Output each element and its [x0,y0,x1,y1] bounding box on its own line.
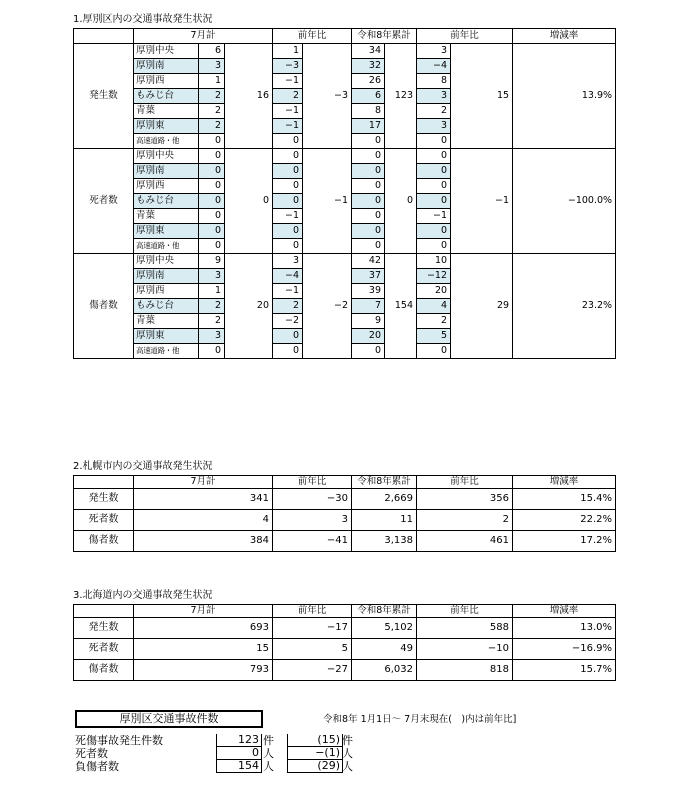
month-value: 0 [199,239,225,254]
table-row [74,660,616,681]
header-cum-diff: 前年比 [417,29,513,44]
cum-value: 32 [352,59,385,74]
cum-value: 8 [352,104,385,119]
diff-value: 0 [273,194,303,209]
cum-value: 11 [352,510,417,531]
row-label: 死者数 [74,510,134,531]
area-name: 厚別南 [134,59,199,74]
table-row [74,489,616,510]
cum-diff-value: 356 [417,489,513,510]
period-note: 令和8年 1月1日～ 7月末現在( )内は前年比] [323,714,517,725]
month-value: 9 [199,254,225,269]
header-month: 7月計 [134,476,273,489]
diff-value: −1 [273,119,303,134]
diff-value: 0 [273,239,303,254]
summary-unit-accidents: 件 [263,734,274,747]
cum-diff-value: 3 [417,44,451,59]
rate-value: 13.9% [513,44,616,149]
cum-diff-value: 0 [417,344,451,359]
cum-diff-value: 0 [417,164,451,179]
cum-diff-value: −10 [417,639,513,660]
area-name: 厚別中央 [134,44,199,59]
month-value: 0 [199,224,225,239]
cum-diff-value: −1 [417,209,451,224]
diff-value: −1 [273,104,303,119]
section3-title: 3.北海道内の交通事故発生状況 [73,590,213,601]
area-name: 厚別西 [134,284,199,299]
area-name: 厚別西 [134,74,199,89]
diff-value: 0 [273,134,303,149]
area-name: 青葉 [134,104,199,119]
diff-value: −1 [273,74,303,89]
sapporo-accident-table [73,475,616,552]
table-row [74,254,616,269]
cum-diff-value: 20 [417,284,451,299]
cum-diff-value: −12 [417,269,451,284]
cum-diff-value: 588 [417,618,513,639]
cum-diff-value: 3 [417,89,451,104]
atsubetsu-accident-table [73,28,616,359]
cum-value: 0 [352,224,385,239]
cum-value: 17 [352,119,385,134]
header-month: 7月計 [134,605,273,618]
summary-label-deaths: 死者数 [75,747,108,760]
month-value: 15 [134,639,273,660]
month-value: 2 [199,89,225,104]
month-value: 3 [199,59,225,74]
diff-value: −27 [273,660,352,681]
area-name: 高速道路・他 [134,344,199,359]
cum-diff-value: 0 [417,179,451,194]
rate-value: 15.4% [513,489,616,510]
cum-value: 0 [352,239,385,254]
header-diff: 前年比 [273,476,352,489]
summary-prev-unit-injured: 人 [342,760,353,773]
cum-value: 0 [352,344,385,359]
cum-value: 2,669 [352,489,417,510]
rate-value: 17.2% [513,531,616,552]
area-name: もみじ台 [134,194,199,209]
cum-value: 7 [352,299,385,314]
month-value: 6 [199,44,225,59]
month-value: 0 [199,209,225,224]
summary-prev-injured: (29) [287,760,343,773]
rate-value: 22.2% [513,510,616,531]
diff-total: −3 [303,44,352,149]
diff-value: −17 [273,618,352,639]
cum-diff-value: 0 [417,134,451,149]
cum-value: 37 [352,269,385,284]
table-row [74,44,616,59]
diff-value: −4 [273,269,303,284]
month-total: 0 [225,149,273,254]
summary-value-injured: 154 [216,760,262,773]
cum-value: 39 [352,284,385,299]
diff-value: 0 [273,224,303,239]
month-value: 0 [199,149,225,164]
diff-value: −1 [273,284,303,299]
table-row [74,149,616,164]
header-rate: 増減率 [513,476,616,489]
cum-diff-value: 461 [417,531,513,552]
cum-value: 49 [352,639,417,660]
cum-diff-value: −4 [417,59,451,74]
summary-box-title: 厚別区交通事故件数 [75,710,263,728]
month-value: 0 [199,134,225,149]
cum-value: 42 [352,254,385,269]
rate-value: 13.0% [513,618,616,639]
table-row [74,639,616,660]
diff-value: 0 [273,329,303,344]
area-name: 厚別南 [134,269,199,284]
cum-diff-value: 818 [417,660,513,681]
area-name: もみじ台 [134,299,199,314]
summary-value-accidents: 123 [216,734,262,747]
header-cum-diff: 前年比 [417,476,513,489]
month-value: 0 [199,194,225,209]
header-cum: 令和8年累計 [352,476,417,489]
diff-value: 1 [273,44,303,59]
header-diff: 前年比 [273,605,352,618]
cum-value: 6 [352,89,385,104]
section1-title: 1.厚別区内の交通事故発生状況 [73,14,213,25]
rate-value: 15.7% [513,660,616,681]
cum-diff-total: −1 [451,149,513,254]
month-value: 3 [199,329,225,344]
section2-title: 2.札幌市内の交通事故発生状況 [73,461,213,472]
diff-total: −1 [303,149,352,254]
month-value: 793 [134,660,273,681]
cum-diff-value: 2 [417,510,513,531]
month-value: 2 [199,119,225,134]
area-name: 青葉 [134,209,199,224]
cum-diff-value: 0 [417,149,451,164]
month-value: 384 [134,531,273,552]
cum-value: 34 [352,44,385,59]
cum-diff-total: 15 [451,44,513,149]
area-name: 厚別東 [134,119,199,134]
header-diff: 前年比 [273,29,352,44]
summary-unit-deaths: 人 [263,747,274,760]
month-value: 0 [199,344,225,359]
month-value: 0 [199,179,225,194]
summary-prev-unit-accidents: 件 [342,734,353,747]
diff-value: 2 [273,89,303,104]
cum-total: 123 [385,44,417,149]
table-row [74,510,616,531]
month-value: 693 [134,618,273,639]
cum-diff-value: 5 [417,329,451,344]
cum-diff-value: 0 [417,239,451,254]
cum-value: 0 [352,149,385,164]
area-name: 高速道路・他 [134,239,199,254]
rate-value: 23.2% [513,254,616,359]
cum-value: 3,138 [352,531,417,552]
row-label: 発生数 [74,489,134,510]
diff-value: 0 [273,344,303,359]
month-value: 1 [199,284,225,299]
group-label: 死者数 [74,149,134,254]
diff-total: −2 [303,254,352,359]
header-cum: 令和8年累計 [352,29,417,44]
cum-value: 6,032 [352,660,417,681]
row-label: 死者数 [74,639,134,660]
diff-value: −3 [273,59,303,74]
rate-value: −100.0% [513,149,616,254]
table-row [74,618,616,639]
diff-value: −2 [273,314,303,329]
month-value: 2 [199,299,225,314]
month-value: 3 [199,269,225,284]
diff-value: −30 [273,489,352,510]
row-label: 発生数 [74,618,134,639]
header-cum-diff: 前年比 [417,605,513,618]
month-value: 1 [199,74,225,89]
area-name: 厚別中央 [134,149,199,164]
cum-diff-total: 29 [451,254,513,359]
summary-unit-injured: 人 [263,760,274,773]
month-value: 0 [199,164,225,179]
area-name: 厚別西 [134,179,199,194]
cum-diff-value: 3 [417,119,451,134]
group-label: 発生数 [74,44,134,149]
header-rate: 増減率 [513,605,616,618]
hokkaido-accident-table [73,604,616,681]
group-label: 傷者数 [74,254,134,359]
month-value: 4 [134,510,273,531]
diff-value: 0 [273,164,303,179]
cum-value: 26 [352,74,385,89]
cum-total: 154 [385,254,417,359]
header-month: 7月計 [134,29,273,44]
row-label: 傷者数 [74,531,134,552]
area-name: 厚別南 [134,164,199,179]
diff-value: 0 [273,179,303,194]
month-value: 2 [199,314,225,329]
diff-value: 0 [273,149,303,164]
diff-value: 2 [273,299,303,314]
cum-value: 5,102 [352,618,417,639]
diff-value: 3 [273,254,303,269]
summary-prev-deaths: −(1) [287,747,343,760]
summary-label-injured: 負傷者数 [75,760,119,773]
cum-diff-value: 8 [417,74,451,89]
month-value: 341 [134,489,273,510]
row-label: 傷者数 [74,660,134,681]
cum-value: 0 [352,134,385,149]
header-cum: 令和8年累計 [352,605,417,618]
area-name: 高速道路・他 [134,134,199,149]
month-total: 20 [225,254,273,359]
cum-diff-value: 2 [417,314,451,329]
summary-prev-unit-deaths: 人 [342,747,353,760]
diff-value: 5 [273,639,352,660]
cum-diff-value: 2 [417,104,451,119]
area-name: もみじ台 [134,89,199,104]
area-name: 青葉 [134,314,199,329]
cum-value: 0 [352,164,385,179]
diff-value: −1 [273,209,303,224]
cum-value: 0 [352,194,385,209]
cum-diff-value: 4 [417,299,451,314]
area-name: 厚別東 [134,329,199,344]
summary-value-deaths: 0 [216,747,262,760]
month-value: 2 [199,104,225,119]
cum-value: 20 [352,329,385,344]
cum-value: 9 [352,314,385,329]
cum-diff-value: 0 [417,194,451,209]
cum-value: 0 [352,179,385,194]
diff-value: −41 [273,531,352,552]
month-total: 16 [225,44,273,149]
summary-prev-accidents: (15) [287,734,343,747]
area-name: 厚別中央 [134,254,199,269]
table-row [74,531,616,552]
cum-total: 0 [385,149,417,254]
diff-value: 3 [273,510,352,531]
summary-label-accidents: 死傷事故発生件数 [75,734,163,747]
cum-diff-value: 0 [417,224,451,239]
area-name: 厚別東 [134,224,199,239]
header-rate: 増減率 [513,29,616,44]
cum-value: 0 [352,209,385,224]
rate-value: −16.9% [513,639,616,660]
cum-diff-value: 10 [417,254,451,269]
